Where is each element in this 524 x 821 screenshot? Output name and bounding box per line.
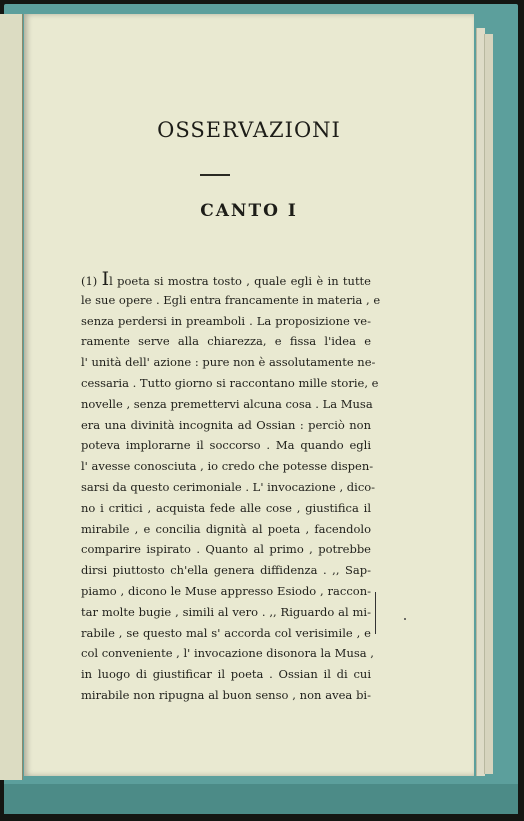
text-line: comparire ispirato . Quanto al primo , potrebbe — [81, 542, 371, 557]
margin-mark — [375, 592, 376, 634]
note-text — [81, 268, 381, 706]
text-line: col conveniente , l' invocazione disonora la Musa , — [81, 646, 374, 661]
text-line: cessaria . Tutto giorno si raccontano mille storie, e — [81, 375, 379, 390]
text-line: no i critici , acquista fede alle cose , giustifica il — [81, 500, 371, 515]
text-line: tar molte bugie , simili al vero . ,, Riguardo al mi- — [81, 604, 371, 619]
text-line: in luogo di giustificar il poeta . Ossian il di cui — [81, 667, 371, 682]
page-stack-edge — [484, 34, 493, 774]
drop-capital: I — [101, 268, 110, 290]
text-line: mirabile , e concilia dignità al poeta , facendolo — [81, 521, 371, 536]
left-page-edge — [0, 14, 23, 780]
cover-edge — [4, 784, 518, 814]
text-line: rabile , se questo mal s' accorda col verisimile , e — [81, 625, 371, 640]
book-page — [24, 14, 474, 776]
text-line: ramente serve alla chiarezza, e fissa l'idea e — [81, 334, 371, 349]
canto-heading: CANTO I — [200, 201, 298, 221]
page-title: OSSERVAZIONI — [157, 118, 341, 142]
text-line: piamo , dicono le Muse appresso Esiodo , raccon- — [81, 583, 371, 598]
line-text: l poeta si mostra tosto , quale egli è in tutte — [109, 274, 371, 288]
text-line: senza perdersi in preamboli . La proposizione ve- — [81, 313, 371, 328]
text-line: l' avesse conosciuta , io credo che potesse dispen- — [81, 459, 374, 474]
text-line: sarsi da questo cerimoniale . L' invocazione , dico- — [81, 479, 376, 494]
text-line — [81, 269, 371, 290]
text-line: novelle , senza premettervi alcuna cosa . La Musa — [81, 396, 373, 411]
text-line: poteva implorarne il soccorso . Ma quando egli — [81, 438, 371, 453]
ink-speck — [404, 618, 406, 620]
text-line: era una divinità incognita ad Ossian : perciò non — [81, 417, 371, 432]
text-line: l' unità dell' azione : pure non è assolutamente ne- — [81, 355, 376, 370]
text-line: dirsi piuttosto ch'ella genera diffidenza . ,, Sap- — [81, 563, 371, 578]
text-line: le sue opere . Egli entra francamente in materia , e — [81, 292, 381, 307]
text-line: mirabile non ripugna al buon senso , non avea bi- — [81, 687, 371, 702]
note-marker: (1) — [81, 274, 98, 288]
title-rule — [200, 174, 230, 176]
